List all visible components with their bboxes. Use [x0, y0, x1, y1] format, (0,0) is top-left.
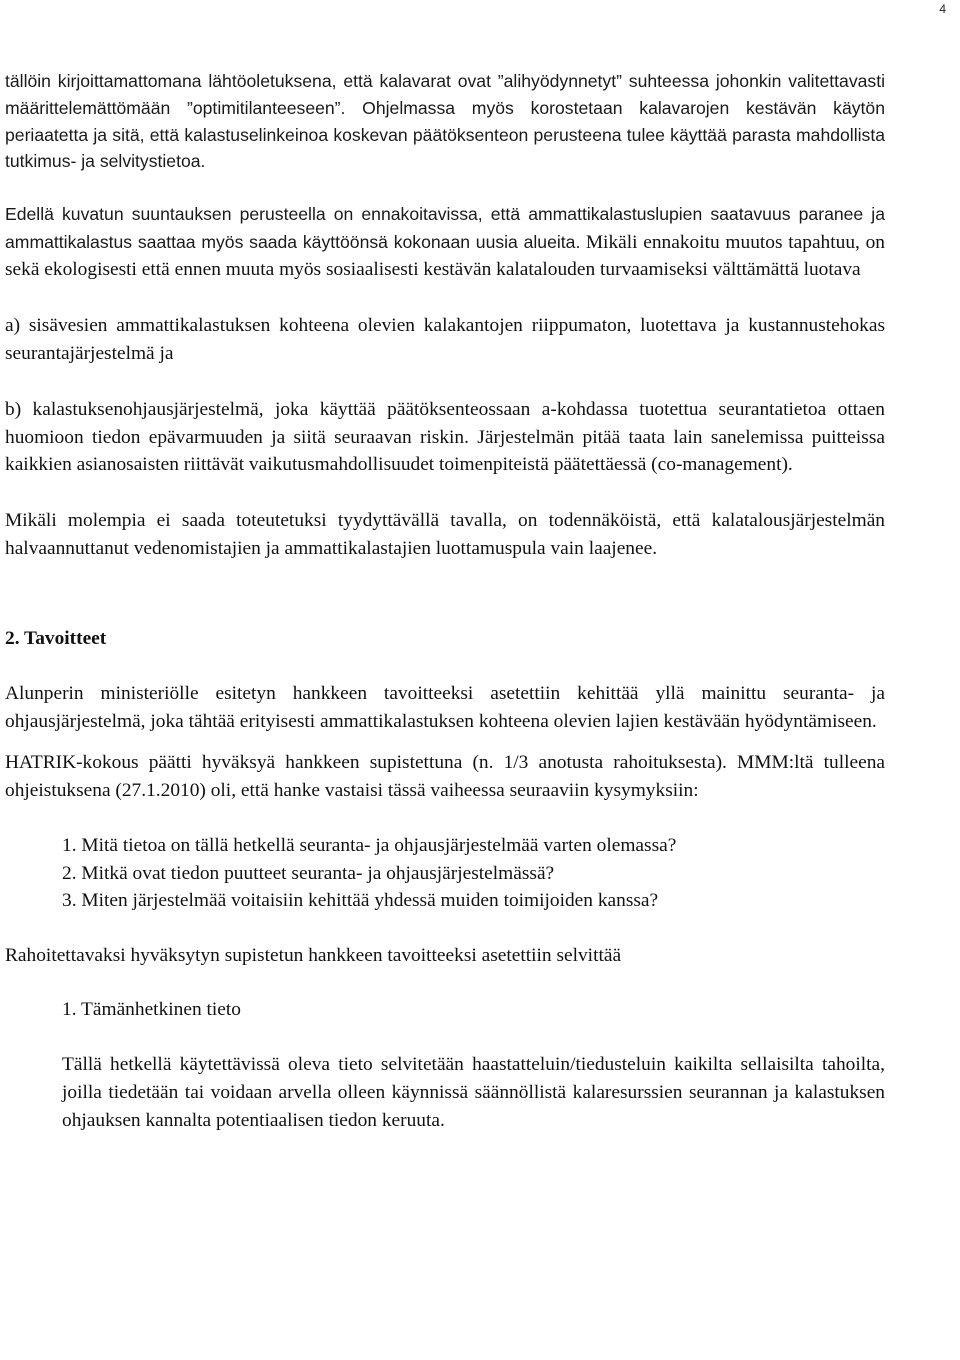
- list-item: 1. Mitä tietoa on tällä hetkellä seuranta- ja ohjausjärjestelmää varten olemassa?: [62, 835, 677, 857]
- questions-list: [62, 832, 885, 915]
- list-item: 2. Mitkä ovat tiedon puutteet seuranta- ja ohjausjärjestelmässä?: [62, 862, 555, 884]
- paragraph-item-a: a) sisävesien ammattikalastuksen kohteena olevien kalakantojen riippumaton, luotettava ja kustannustehokas seurantajärjestelmä ja: [5, 315, 885, 365]
- paragraph-funded-goal: Rahoitettavaksi hyväksytyn supistetun hankkeen tavoitteeksi asetettiin selvittää: [5, 944, 622, 966]
- paragraph-current-info: Tällä hetkellä käytettävissä oleva tieto selvitetään haastatteluin/tiedusteluin kaikilta sellaisilta tahoilta, joilla tiedetään tai voidaan arvella olleen käynnissä säännöllistä kalaresurssien seurannan ja kalastuksen ohjauksen kannalta potentiaalisen tiedon keruuta.: [62, 1054, 885, 1131]
- document-body: [5, 68, 885, 1135]
- paragraph-conclusion: Mikäli molempia ei saada toteutetuksi tyydyttävällä tavalla, on todennäköistä, että kalatalousjärjestelmän halvaannuttanut vedenomistajien ja ammattikalastajien luottamuspula vain laajenee.: [5, 510, 885, 560]
- paragraph-intro: tällöin kirjoittamattomana lähtöoletuksena, että kalavarat ovat ”alihyödynnetyt” suhteessa johonkin valitettavasti määrittelemättömään ”optimitilanteeseen”. Ohjelmassa myös korostetaan kalavarojen kestävän käytön periaatetta ja sitä, että kalastuselinkeinoa koskevan päätöksenteon perusteena tulee käyttää parasta mahdollista tutkimus- ja selvitystietoa.: [5, 71, 885, 172]
- paragraph-item-b: b) kalastuksenohjausjärjestelmä, joka käyttää päätöksenteossaan a-kohdassa tuotettua seurantatietoa ottaen huomioon tiedon epävarmuuden ja siitä seuraavan riskin. Järjestelmän pitää taata lain sanelemissa puitteissa kaikkien asianosaisten riittävät vaikutusmahdollisuudet toimenpiteistä päätettäessä (co-management).: [5, 398, 885, 476]
- list-item: 3. Miten järjestelmää voitaisiin kehittää yhdessä muiden toimijoiden kanssa?: [62, 890, 659, 912]
- item-current-info-title: 1. Tämänhetkinen tieto: [62, 999, 241, 1021]
- section-heading: 2. Tavoitteet: [5, 627, 107, 649]
- paragraph-projection-sans: Edellä kuvatun suuntauksen perusteella on ennakoitavissa, että ammattikalastuslupien saatavuus paranee ja ammattikalastus saattaa myös saada käyttöönsä kokonaan uusia alueita.: [5, 204, 885, 252]
- paragraph-projection: [5, 201, 885, 284]
- paragraph-original-goal: Alunperin ministeriölle esitetyn hankkeen tavoitteeksi asetettiin kehittää yllä mainittu seuranta- ja ohjausjärjestelmä, joka tähtää erityisesti ammattikalastuksen kohteena olevien lajien kestävään hyödyntämiseen.: [5, 682, 885, 732]
- paragraph-projection-serif: Mikäli ennakoitu muutos tapahtuu, on sekä ekologisesti että ennen muuta myös sosiaalisesti kestävän kalatalouden turvaamiseksi välttämättä luotava: [5, 231, 885, 281]
- page-number: 4: [939, 2, 946, 16]
- paragraph-hatrik: HATRIK-kokous päätti hyväksyä hankkeen supistettuna (n. 1/3 anotusta rahoituksesta). MMM:ltä tulleena ohjeistuksena (27.1.2010) oli, että hanke vastaisi tässä vaiheessa seuraaviin kysymyksiin:: [5, 752, 885, 802]
